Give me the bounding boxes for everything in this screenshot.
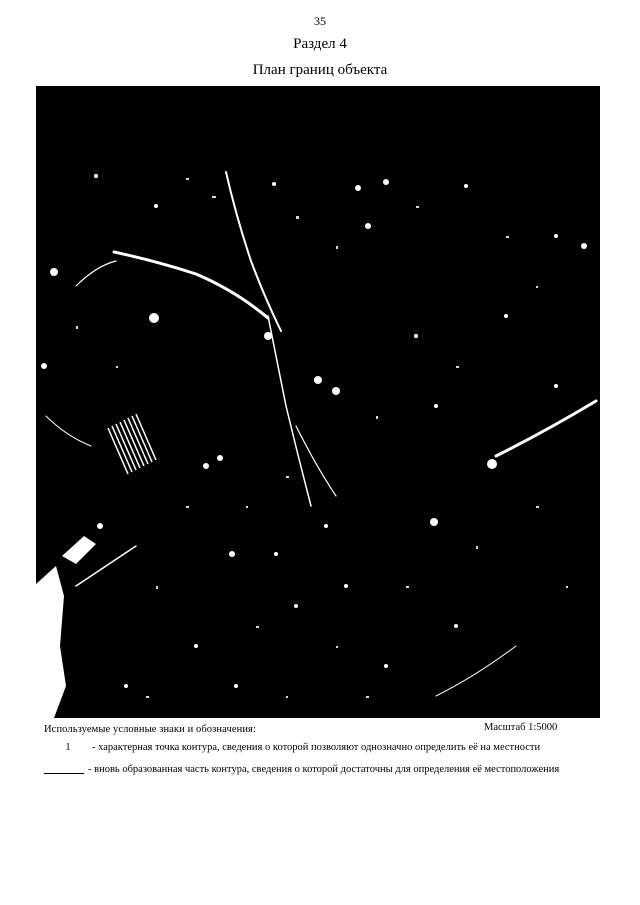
section-title: Раздел 4: [293, 36, 347, 52]
plan-title: План границ объекта: [252, 62, 388, 78]
legend-line-symbol: [44, 764, 84, 774]
page-number: 35: [314, 14, 326, 28]
boundary-plan-map: [36, 86, 600, 718]
legend-line-text: - вновь образованная часть контура, сведения о которой достаточны для определения её местоположения: [88, 764, 560, 775]
legend-item-line: [44, 764, 594, 776]
legend-title: Используемые условные знаки и обозначения:: [44, 724, 256, 735]
legend-item-point: [44, 742, 594, 754]
legend-point-symbol: 1: [65, 742, 71, 753]
legend-point-text: - характерная точка контура, сведения о которой позволяют однозначно определить её на местности: [92, 742, 541, 753]
scale-label: Масштаб 1:5000: [484, 722, 558, 733]
